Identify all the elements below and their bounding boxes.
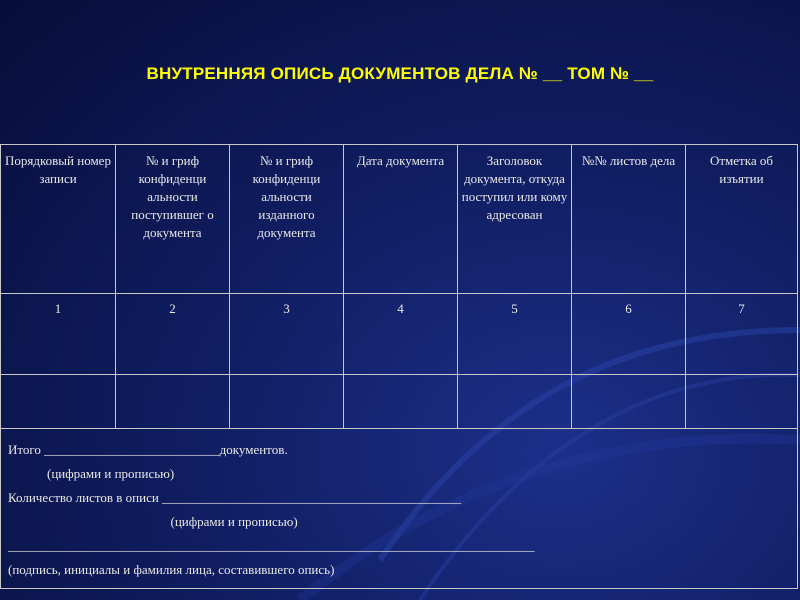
- header-cell: Заголовок документа, откуда поступил или кому адресован: [458, 145, 572, 294]
- total-hint: (цифрами и прописью): [8, 466, 175, 481]
- table-footer-row: [1, 429, 798, 589]
- header-cell: № и гриф конфиденци альности изданного документа: [230, 145, 344, 294]
- header-cell: Дата документа: [344, 145, 458, 294]
- empty-cell: [344, 375, 458, 429]
- number-cell: 4: [344, 294, 458, 375]
- number-cell: 3: [230, 294, 344, 375]
- signature-line: _________________________________________________________________________________: [8, 538, 535, 553]
- header-cell: №№ листов дела: [572, 145, 686, 294]
- number-cell: 7: [686, 294, 798, 375]
- empty-cell: [1, 375, 116, 429]
- number-cell: 6: [572, 294, 686, 375]
- number-cell: 5: [458, 294, 572, 375]
- header-cell: № и гриф конфиденци альности поступившег о документа: [116, 145, 230, 294]
- empty-cell: [116, 375, 230, 429]
- sheet-count-hint: (цифрами и прописью): [8, 514, 298, 529]
- page-title: ВНУТРЕННЯЯ ОПИСЬ ДОКУМЕНТОВ ДЕЛА № __ ТОМ № __: [146, 64, 654, 83]
- table-empty-row: [1, 375, 798, 429]
- footer-cell: [1, 429, 798, 589]
- empty-cell: [686, 375, 798, 429]
- empty-cell: [230, 375, 344, 429]
- signature-hint: (подпись, инициалы и фамилия лица, составившего опись): [8, 562, 335, 577]
- header-cell: Порядковый номер записи: [1, 145, 116, 294]
- number-cell: 2: [116, 294, 230, 375]
- inventory-table: [0, 144, 798, 589]
- header-cell: Отметка об изъятии: [686, 145, 798, 294]
- empty-cell: [572, 375, 686, 429]
- number-cell: 1: [1, 294, 116, 375]
- table-header-row: [1, 145, 798, 294]
- table-number-row: [1, 294, 798, 375]
- empty-cell: [458, 375, 572, 429]
- total-line: Итого ___________________________документов.: [8, 442, 288, 457]
- sheet-count-line: Количество листов в описи ______________________________________________: [8, 490, 462, 505]
